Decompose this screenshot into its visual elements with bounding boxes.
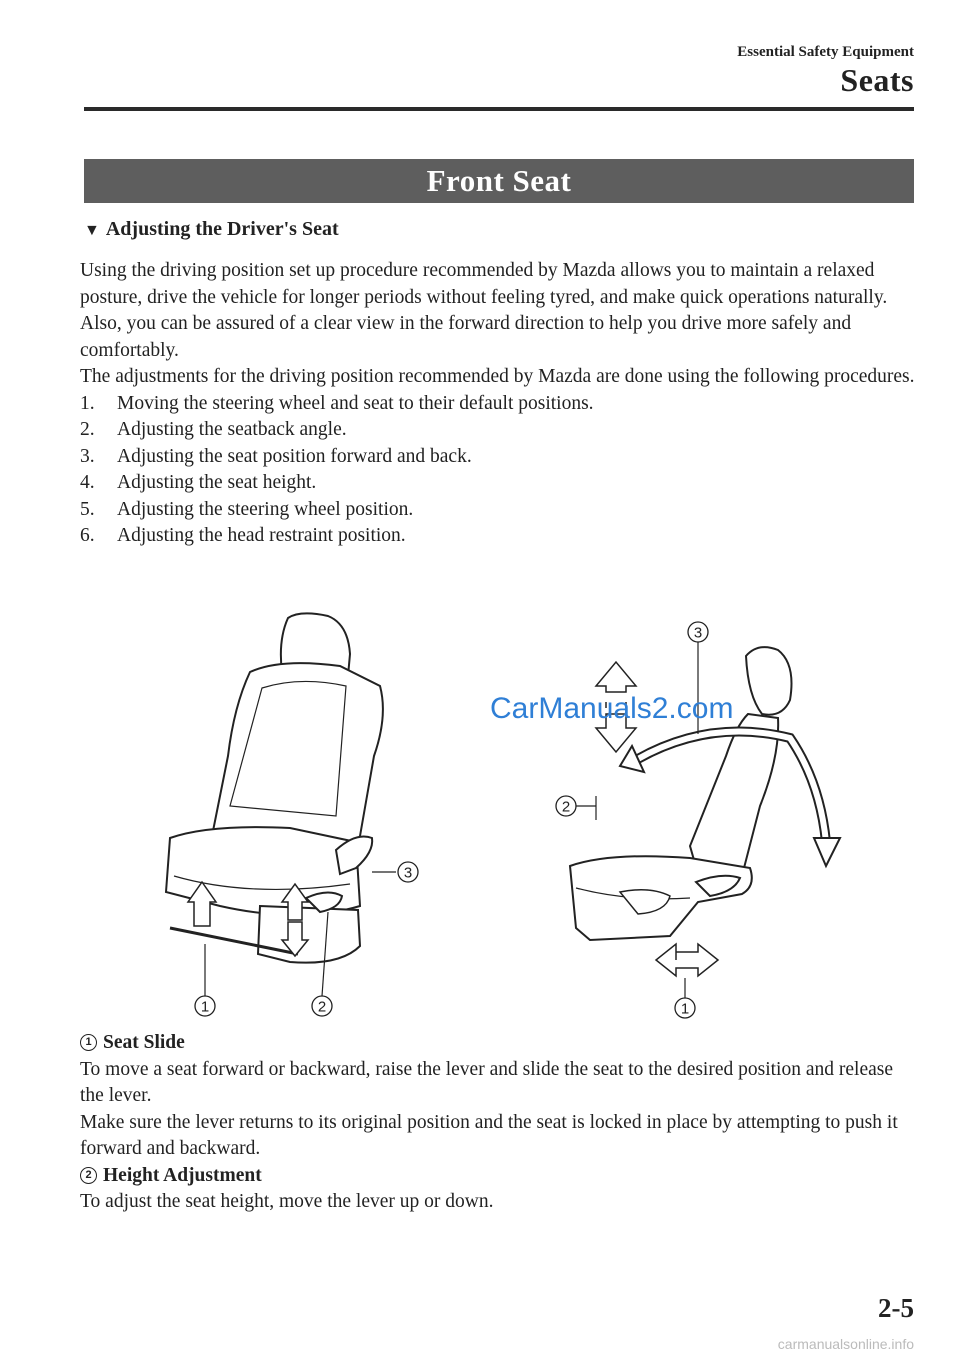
seat-illustration bbox=[150, 606, 850, 1026]
intro-paragraph-2: Also, you can be assured of a clear view in the forward direction to help you drive more safely and comfortably. bbox=[80, 313, 852, 361]
svg-text:3: 3 bbox=[403, 864, 413, 882]
procedure-list bbox=[80, 391, 920, 550]
svg-text:1: 1 bbox=[200, 998, 210, 1016]
intro-paragraph-3: The adjustments for the driving position recommended by Mazda are done using the following procedures. bbox=[80, 366, 915, 387]
seat-front-view bbox=[166, 613, 383, 962]
subsection-heading bbox=[84, 218, 339, 241]
callout-1-left bbox=[195, 996, 215, 1016]
list-item: 2. Adjusting the seatback angle. bbox=[80, 419, 347, 440]
intro-paragraph-1: Using the driving position set up procedure recommended by Mazda allows you to maintain a relaxed posture, drive the vehicle for longer periods without feeling tyred, and make quick operations naturally. bbox=[80, 260, 888, 308]
seat-adjustment-figure bbox=[150, 606, 850, 1026]
seat-slide-section bbox=[80, 1030, 920, 1216]
callout-3-right bbox=[688, 622, 708, 642]
number-2-icon: 2 bbox=[80, 1167, 97, 1184]
list-item: 5. Adjusting the steering wheel position. bbox=[80, 498, 414, 520]
list-item: 6. Adjusting the head restraint position. bbox=[80, 525, 406, 546]
seat-slide-paragraph-2: Make sure the lever returns to its original position and the seat is locked in place by attempting to push it forward and backward. bbox=[80, 1111, 898, 1159]
seat-slide-heading: 1 Seat Slide bbox=[80, 1030, 920, 1057]
callout-1-right bbox=[675, 998, 695, 1018]
subsection-title: Adjusting the Driver's Seat bbox=[105, 218, 339, 240]
list-item: 4. Adjusting the seat height. bbox=[80, 472, 317, 493]
height-paragraph-1: To adjust the seat height, move the lever up or down. bbox=[80, 1191, 494, 1212]
callout-3-left bbox=[398, 862, 418, 882]
callout-2-right bbox=[556, 796, 576, 816]
section-banner: Front Seat bbox=[84, 159, 914, 203]
svg-text:2: 2 bbox=[561, 798, 571, 816]
intro-block bbox=[80, 258, 920, 550]
footer-site-text: carmanualsonline.info bbox=[777, 1336, 914, 1352]
triangle-marker-icon: ▼ bbox=[84, 222, 100, 239]
seat-slide-paragraph-1: To move a seat forward or backward, raise the lever and slide the seat to the desired position and release the lever. bbox=[80, 1058, 893, 1106]
number-1-icon: 1 bbox=[80, 1034, 97, 1051]
watermark-text: CarManuals2.com bbox=[490, 692, 734, 725]
page-number: 2-5 bbox=[878, 1293, 914, 1323]
section-title: Essential Safety Equipment bbox=[737, 44, 914, 60]
svg-text:3: 3 bbox=[693, 624, 703, 642]
header-rule bbox=[84, 107, 914, 111]
svg-text:1: 1 bbox=[680, 1000, 690, 1018]
list-item: 1. Moving the steering wheel and seat to their default positions. bbox=[80, 392, 594, 414]
callout-2-left bbox=[312, 996, 332, 1016]
height-heading: 2 Height Adjustment bbox=[80, 1163, 920, 1190]
chapter-title: Seats bbox=[840, 62, 914, 98]
svg-text:2: 2 bbox=[317, 998, 327, 1016]
list-item: 3. Adjusting the seat position forward and back. bbox=[80, 445, 472, 467]
